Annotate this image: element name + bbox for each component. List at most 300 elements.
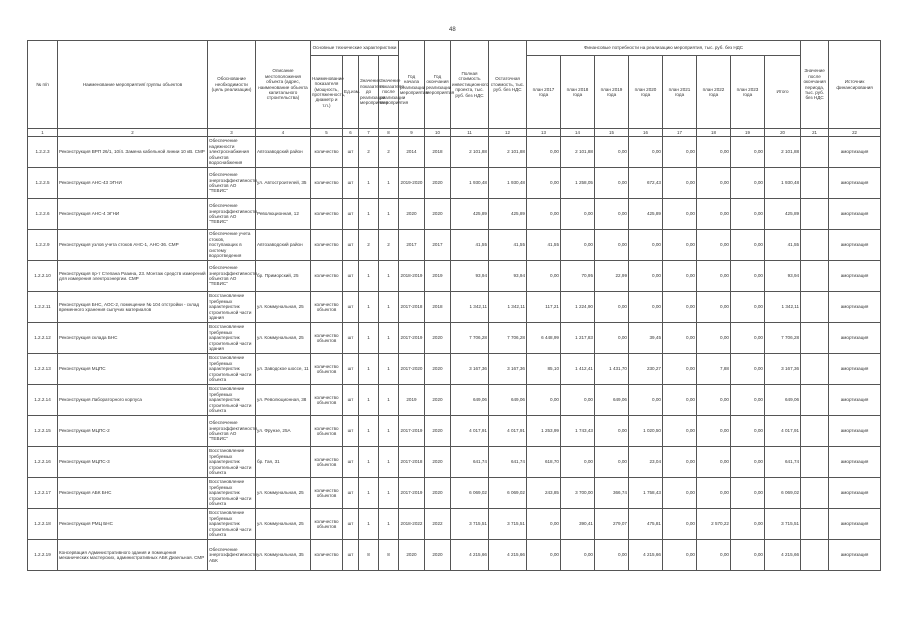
header-remaining: Остаточная стоимость, тыс. руб. без НДС (489, 41, 527, 129)
table-row (28, 447, 881, 478)
row-number: 1.2.2.14 (28, 385, 58, 416)
row-2018: 0,00 (561, 199, 595, 230)
column-number: 22 (829, 129, 881, 137)
row-2021: 0,00 (663, 230, 697, 261)
row-after: 1 (379, 385, 399, 416)
row-2023: 0,00 (731, 137, 765, 168)
row-name: Реконструкция узлов учета стоков АНС-1, АНС-36. СМР (58, 230, 208, 261)
row-indicator: количество объектов (311, 509, 343, 540)
row-2023: 0,00 (731, 447, 765, 478)
row-unit: шт (343, 168, 359, 199)
row-2017: 243,85 (527, 478, 561, 509)
row-number: 1.2.2.19 (28, 540, 58, 571)
row-location: ул. Коммунальная, 25 (256, 292, 311, 323)
row-2023: 0,00 (731, 509, 765, 540)
row-after-period (801, 261, 829, 292)
row-name: Реконструкция БНС, АОС-2, помещение № 104 отстройки - склад временного хранения сыпучих материалов (58, 292, 208, 323)
row-total: 425,89 (765, 199, 801, 230)
header-year-2020: план 2020 года (629, 56, 663, 129)
row-before: 2 (359, 137, 379, 168)
row-before: 8 (359, 540, 379, 571)
row-purpose: Обеспечение надежности электроснабжения объектов водоснабжения (208, 137, 256, 168)
page-number: 48 (449, 27, 456, 33)
row-year-end: 2020 (425, 385, 451, 416)
row-year-end: 2020 (425, 447, 451, 478)
row-year-start: 2020 (399, 540, 425, 571)
row-indicator: количество объектов (311, 478, 343, 509)
row-cost: 4 017,91 (451, 416, 489, 447)
column-number: 4 (256, 129, 311, 137)
row-cost: 649,06 (451, 385, 489, 416)
table-row (28, 540, 881, 571)
row-2019: 0,00 (595, 199, 629, 230)
row-name: Реконструкция МЦПС-3 (58, 447, 208, 478)
row-purpose: Восстановление требуемых характеристик строительной части объекта (208, 385, 256, 416)
row-2019: 0,00 (595, 323, 629, 354)
column-number: 7 (359, 129, 379, 137)
row-after: 1 (379, 416, 399, 447)
row-number: 1.2.2.10 (28, 261, 58, 292)
row-2023: 0,00 (731, 168, 765, 199)
row-remaining: 6 069,02 (489, 478, 527, 509)
row-2023: 0,00 (731, 540, 765, 571)
row-year-start: 2019 (399, 385, 425, 416)
row-unit: шт (343, 540, 359, 571)
row-remaining: 641,74 (489, 447, 527, 478)
row-location: Автозаводский район (256, 230, 311, 261)
row-2020: 4 215,66 (629, 540, 663, 571)
row-name: Реконструкция АНС-43 ЭГНИ (58, 168, 208, 199)
row-number: 1.2.2.13 (28, 354, 58, 385)
row-location: Автозаводский район (256, 137, 311, 168)
row-remaining: 4 017,91 (489, 416, 527, 447)
row-unit: шт (343, 230, 359, 261)
row-after: 2 (379, 230, 399, 261)
row-purpose: Восстановление требуемых характеристик строительной части объекта (208, 447, 256, 478)
row-location: ул. Заводское шоссе, 11 (256, 354, 311, 385)
row-source: амортизация (829, 199, 881, 230)
row-2021: 0,00 (663, 168, 697, 199)
row-2021: 0,00 (663, 199, 697, 230)
header-year-2017: план 2017 года (527, 56, 561, 129)
row-after-period (801, 416, 829, 447)
row-2018: 0,00 (561, 385, 595, 416)
row-indicator: количество (311, 199, 343, 230)
row-year-start: 2017 (399, 230, 425, 261)
row-2017: 41,55 (527, 230, 561, 261)
row-location: ул. Автостроителей, 35 (256, 168, 311, 199)
row-2021: 0,00 (663, 478, 697, 509)
row-after: 1 (379, 199, 399, 230)
row-2019: 0,00 (595, 168, 629, 199)
row-after: 1 (379, 509, 399, 540)
row-unit: шт (343, 385, 359, 416)
row-2021: 0,00 (663, 540, 697, 571)
row-unit: шт (343, 416, 359, 447)
row-year-end: 2020 (425, 199, 451, 230)
row-2023: 0,00 (731, 416, 765, 447)
row-2023: 0,00 (731, 385, 765, 416)
row-after-period (801, 199, 829, 230)
row-cost: 93,94 (451, 261, 489, 292)
row-after-period (801, 509, 829, 540)
row-source: амортизация (829, 447, 881, 478)
row-year-end: 2017 (425, 230, 451, 261)
row-2021: 0,00 (663, 137, 697, 168)
row-2020: 425,89 (629, 199, 663, 230)
row-2022: 0,00 (697, 137, 731, 168)
row-location: Революционная, 12 (256, 199, 311, 230)
row-year-start: 2018-2019 (399, 261, 425, 292)
row-2018: 0,00 (561, 540, 595, 571)
row-purpose: Обеспечение энергоэффективности объектов АО "ТЕВИС" (208, 416, 256, 447)
row-location: ул. Коммунальная, 25 (256, 509, 311, 540)
row-after-period (801, 137, 829, 168)
row-year-end: 2019 (425, 261, 451, 292)
column-number: 6 (343, 129, 359, 137)
header-purpose: Обоснование необходимости (цель реализации) (208, 41, 256, 129)
row-total: 4 215,66 (765, 540, 801, 571)
row-total: 3 167,36 (765, 354, 801, 385)
row-year-start: 2017-2019 (399, 478, 425, 509)
row-remaining: 649,06 (489, 385, 527, 416)
row-after: 1 (379, 168, 399, 199)
row-year-start: 2017-2019 (399, 323, 425, 354)
row-year-end: 2020 (425, 168, 451, 199)
row-2019: 279,07 (595, 509, 629, 540)
row-cost: 3 715,51 (451, 509, 489, 540)
row-2020: 0,00 (629, 261, 663, 292)
row-after-period (801, 385, 829, 416)
row-remaining: 1 342,11 (489, 292, 527, 323)
row-before: 1 (359, 416, 379, 447)
row-purpose: Восстановление требуемых характеристик строительной части объекта (208, 478, 256, 509)
row-after: 1 (379, 323, 399, 354)
row-2021: 0,00 (663, 447, 697, 478)
row-2018: 2 101,88 (561, 137, 595, 168)
row-before: 1 (359, 478, 379, 509)
row-remaining: 3 167,36 (489, 354, 527, 385)
row-2022: 0,00 (697, 261, 731, 292)
row-purpose: Восстановление требуемых характеристик строительной части здания (208, 292, 256, 323)
row-source: амортизация (829, 323, 881, 354)
row-after: 1 (379, 261, 399, 292)
header-after-period: Значение после окончания периода, тыс. руб. без НДС (801, 41, 829, 129)
header-after: Значение показателя после реализации мероприятия (379, 56, 399, 129)
row-year-end: 2022 (425, 509, 451, 540)
row-after: 1 (379, 354, 399, 385)
row-2023: 0,00 (731, 354, 765, 385)
row-after-period (801, 540, 829, 571)
table-row (28, 199, 881, 230)
row-source: амортизация (829, 292, 881, 323)
row-name: Консервация Административного здания и помещения механических мастерских, административных АБК Дизельная. СМР (58, 540, 208, 571)
row-2022: 0,00 (697, 416, 731, 447)
row-2018: 1 412,41 (561, 354, 595, 385)
row-after-period (801, 354, 829, 385)
row-purpose: Обеспечение энергоэффективности объектов АО "ТЕВИС" (208, 199, 256, 230)
row-unit: шт (343, 199, 359, 230)
column-number: 16 (629, 129, 663, 137)
row-cost: 41,55 (451, 230, 489, 261)
row-total: 649,06 (765, 385, 801, 416)
table-row (28, 416, 881, 447)
row-2019: 0,00 (595, 416, 629, 447)
row-number: 1.2.2.17 (28, 478, 58, 509)
row-number: 1.2.2.3 (28, 137, 58, 168)
row-after: 2 (379, 137, 399, 168)
header-year-2021: план 2021 года (663, 56, 697, 129)
row-2020: 0,00 (629, 230, 663, 261)
column-number: 1 (28, 129, 58, 137)
row-indicator: количество (311, 230, 343, 261)
row-indicator: количество объектов (311, 416, 343, 447)
row-purpose: Восстановление требуемых характеристик строительной части здания (208, 323, 256, 354)
row-location: ул. Коммунальная, 35 (256, 540, 311, 571)
row-cost: 2 101,88 (451, 137, 489, 168)
row-total: 3 715,51 (765, 509, 801, 540)
row-cost: 7 706,28 (451, 323, 489, 354)
row-indicator: количество (311, 540, 343, 571)
row-2020: 475,81 (629, 509, 663, 540)
row-2017: 0,00 (527, 540, 561, 571)
row-name: Реконструкция АНС-4 ЭГНИ (58, 199, 208, 230)
row-2023: 0,00 (731, 261, 765, 292)
row-2020: 23,04 (629, 447, 663, 478)
header-year-2019: план 2019 года (595, 56, 629, 129)
row-2021: 0,00 (663, 385, 697, 416)
row-indicator: количество (311, 137, 343, 168)
row-2022: 0,00 (697, 385, 731, 416)
row-after-period (801, 168, 829, 199)
row-cost: 641,74 (451, 447, 489, 478)
row-year-end: 2018 (425, 292, 451, 323)
row-year-start: 2014 (399, 137, 425, 168)
row-2020: 672,43 (629, 168, 663, 199)
header-name: Наименование мероприятия/ группы объектов (58, 41, 208, 129)
row-2022: 0,00 (697, 323, 731, 354)
row-after: 8 (379, 540, 399, 571)
row-location: ул. Коммунальная, 25 (256, 478, 311, 509)
column-number: 21 (801, 129, 829, 137)
row-name: Реконструкция МЦПС (58, 354, 208, 385)
row-number: 1.2.2.18 (28, 509, 58, 540)
row-year-start: 2017-2019 (399, 416, 425, 447)
row-2023: 0,00 (731, 478, 765, 509)
row-after-period (801, 478, 829, 509)
row-2021: 0,00 (663, 292, 697, 323)
row-cost: 3 167,36 (451, 354, 489, 385)
row-2022: 0,00 (697, 199, 731, 230)
row-2020: 1 758,43 (629, 478, 663, 509)
row-2022: 0,00 (697, 447, 731, 478)
row-location: ул. Революционная, 38 (256, 385, 311, 416)
row-unit: шт (343, 137, 359, 168)
row-source: амортизация (829, 354, 881, 385)
row-purpose: Восстановление требуемых характеристик строительной части объекта (208, 509, 256, 540)
header-source: Источник финансирования (829, 41, 881, 129)
table-body (28, 137, 881, 571)
row-2018: 0,00 (561, 230, 595, 261)
column-number: 13 (527, 129, 561, 137)
row-2022: 2 570,22 (697, 509, 731, 540)
row-2021: 0,00 (663, 509, 697, 540)
row-name: Реконструкция ВРП 26/1, 10/4. Замена кабельной линии 10 кВ. СМР (58, 137, 208, 168)
row-after-period (801, 292, 829, 323)
header-year-start: Год начала реализации мероприятия (399, 41, 425, 129)
row-before: 2 (359, 230, 379, 261)
row-name: Реконструкция РМЦ БНС (58, 509, 208, 540)
row-unit: шт (343, 447, 359, 478)
row-2021: 0,00 (663, 261, 697, 292)
row-2019: 1 431,70 (595, 354, 629, 385)
row-2018: 3 700,00 (561, 478, 595, 509)
table-row (28, 323, 881, 354)
header-financing-group: Финансовые потребности на реализацию мероприятия, тыс. руб. без НДС (527, 41, 801, 56)
row-unit: шт (343, 292, 359, 323)
row-after: 1 (379, 292, 399, 323)
row-remaining: 1 930,48 (489, 168, 527, 199)
row-2019: 0,00 (595, 292, 629, 323)
row-2019: 366,74 (595, 478, 629, 509)
table-row (28, 230, 881, 261)
column-number: 2 (58, 129, 208, 137)
row-2019: 0,00 (595, 447, 629, 478)
row-2017: 618,70 (527, 447, 561, 478)
row-2023: 0,00 (731, 230, 765, 261)
row-indicator: количество объектов (311, 354, 343, 385)
row-2023: 0,00 (731, 292, 765, 323)
row-number: 1.2.2.15 (28, 416, 58, 447)
row-location: бр. Приморский, 25 (256, 261, 311, 292)
row-2020: 0,00 (629, 292, 663, 323)
row-number: 1.2.2.16 (28, 447, 58, 478)
row-remaining: 4 215,66 (489, 540, 527, 571)
row-year-start: 2017-2018 (399, 447, 425, 478)
row-cost: 1 342,11 (451, 292, 489, 323)
row-number: 1.2.2.11 (28, 292, 58, 323)
row-2019: 0,00 (595, 230, 629, 261)
header-cost-total: Полная стоимость инвестиционного проекта, тыс. руб. без НДС (451, 41, 489, 129)
column-number: 15 (595, 129, 629, 137)
row-year-end: 2020 (425, 354, 451, 385)
row-2019: 22,99 (595, 261, 629, 292)
column-number: 18 (697, 129, 731, 137)
column-number: 9 (399, 129, 425, 137)
row-total: 4 017,91 (765, 416, 801, 447)
row-year-end: 2018 (425, 137, 451, 168)
row-remaining: 7 706,28 (489, 323, 527, 354)
column-number: 12 (489, 129, 527, 137)
row-year-start: 2017-2020 (399, 354, 425, 385)
row-cost: 425,89 (451, 199, 489, 230)
row-before: 1 (359, 354, 379, 385)
row-name: Реконструкция Лабораторного корпуса (58, 385, 208, 416)
row-indicator: количество объектов (311, 292, 343, 323)
row-cost: 6 069,02 (451, 478, 489, 509)
investment-table (27, 40, 881, 571)
row-source: амортизация (829, 540, 881, 571)
row-number: 1.2.2.9 (28, 230, 58, 261)
row-2017: 1 253,99 (527, 416, 561, 447)
table-row (28, 478, 881, 509)
header-no: № п/п (28, 41, 58, 129)
row-2017: 6 448,99 (527, 323, 561, 354)
row-source: амортизация (829, 137, 881, 168)
row-2019: 649,06 (595, 385, 629, 416)
table-row (28, 137, 881, 168)
row-2021: 0,00 (663, 323, 697, 354)
row-year-start: 2018-2022 (399, 509, 425, 540)
row-remaining: 41,55 (489, 230, 527, 261)
header-unit: Ед.изм. (343, 56, 359, 129)
row-2020: 0,00 (629, 137, 663, 168)
row-total: 93,94 (765, 261, 801, 292)
row-before: 1 (359, 509, 379, 540)
row-before: 1 (359, 168, 379, 199)
row-before: 1 (359, 292, 379, 323)
row-2019: 0,00 (595, 540, 629, 571)
header-indicator: Наименование показателя (мощность, протяженность, диаметр и т.п.) (311, 56, 343, 129)
row-year-start: 2017-2018 (399, 292, 425, 323)
header-year-2018: план 2018 года (561, 56, 595, 129)
column-number: 10 (425, 129, 451, 137)
row-before: 1 (359, 261, 379, 292)
row-total: 1 342,11 (765, 292, 801, 323)
row-2023: 0,00 (731, 199, 765, 230)
row-2019: 0,00 (595, 137, 629, 168)
row-2017: 0,00 (527, 509, 561, 540)
row-total: 641,74 (765, 447, 801, 478)
row-total: 6 069,02 (765, 478, 801, 509)
row-cost: 4 215,66 (451, 540, 489, 571)
column-number: 3 (208, 129, 256, 137)
row-2017: 0,00 (527, 137, 561, 168)
row-year-end: 2020 (425, 540, 451, 571)
table-row (28, 168, 881, 199)
header-tech-group: Основные технические характеристики (311, 41, 399, 56)
row-total: 1 930,48 (765, 168, 801, 199)
row-after-period (801, 230, 829, 261)
row-2018: 1 224,90 (561, 292, 595, 323)
row-2018: 1 743,43 (561, 416, 595, 447)
row-unit: шт (343, 354, 359, 385)
row-2020: 1 020,50 (629, 416, 663, 447)
row-unit: шт (343, 509, 359, 540)
row-location: ул. Фрунзе, 25А (256, 416, 311, 447)
row-remaining: 3 715,51 (489, 509, 527, 540)
row-remaining: 425,89 (489, 199, 527, 230)
row-2018: 0,00 (561, 447, 595, 478)
row-year-start: 2020 (399, 199, 425, 230)
row-source: амортизация (829, 168, 881, 199)
row-before: 1 (359, 385, 379, 416)
row-source: амортизация (829, 230, 881, 261)
row-year-start: 2019-2020 (399, 168, 425, 199)
row-after: 1 (379, 447, 399, 478)
row-2020: 230,27 (629, 354, 663, 385)
row-unit: шт (343, 323, 359, 354)
row-location: бр. Гая, 31 (256, 447, 311, 478)
row-location: ул. Коммунальная, 25 (256, 323, 311, 354)
row-number: 1.2.2.6 (28, 199, 58, 230)
row-number: 1.2.2.12 (28, 323, 58, 354)
row-2022: 7,88 (697, 354, 731, 385)
header-year-2022: план 2022 года (697, 56, 731, 129)
table-row (28, 354, 881, 385)
row-2018: 70,95 (561, 261, 595, 292)
row-cost: 1 930,48 (451, 168, 489, 199)
